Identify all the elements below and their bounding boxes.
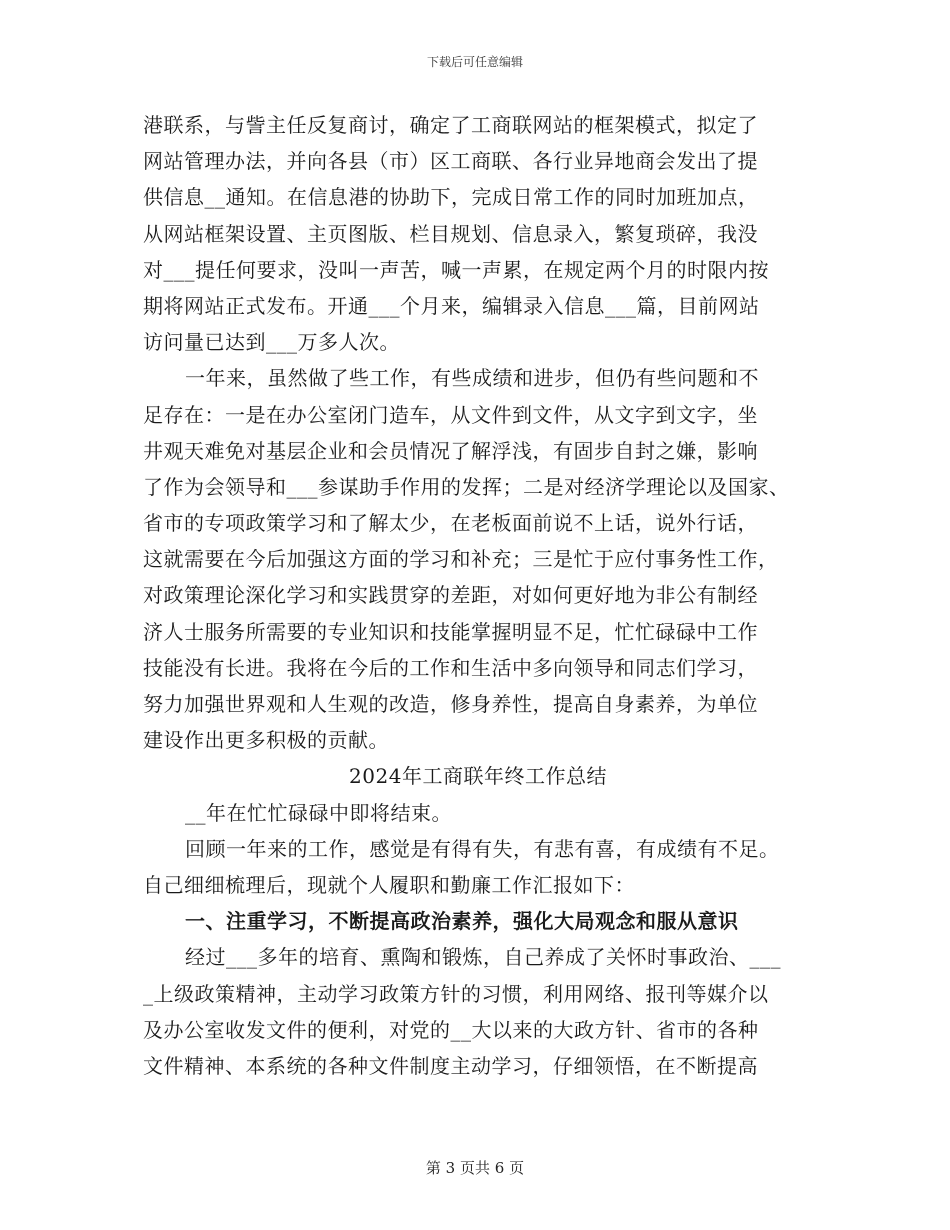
subheading: 一、注重学习，不断提高政治素养，强化大局观念和服从意识 (185, 909, 739, 934)
body-line: 技能没有长进。我将在今后的工作和生活中多向领导和同志们学习， (143, 655, 758, 680)
body-line: 回顾一年来的工作，感觉是有得有失，有悲有喜，有成绩有不足。 (185, 836, 780, 861)
body-line: 济人士服务所需要的专业知识和技能掌握明显不足，忙忙碌碌中工作 (143, 619, 758, 644)
body-line: _上级政策精神，主动学习政策方针的习惯，利用网络、报刊等媒介以 (143, 981, 769, 1006)
body-line: 井观天难免对基层企业和会员情况了解浮浅，有固步自封之嫌，影响 (143, 438, 758, 463)
body-line: 及办公室收发文件的便利，对党的__大以来的大政方针、省市的各种 (143, 1017, 759, 1042)
body-line: 文件精神、本系统的各种文件制度主动学习，仔细领悟，在不断提高 (143, 1053, 758, 1078)
body-line: 从网站框架设置、主页图版、栏目规划、信息录入，繁复琐碎，我没 (143, 221, 758, 246)
document-body (143, 107, 823, 1084)
body-line: 一年来，虽然做了些工作，有些成绩和进步，但仍有些问题和不 (185, 366, 759, 391)
body-line: 努力加强世界观和人生观的改造，修身养性，提高自身素养，为单位 (143, 692, 758, 716)
body-line: 自己细细梳理后，现就个人履职和勤廉工作汇报如下： (143, 872, 635, 897)
body-line: 这就需要在今后加强这方面的学习和补充；三是忙于应付事务性工作， (143, 547, 779, 572)
body-line: 网站管理办法，并向各县（市）区工商联、各行业异地商会发出了提 (143, 149, 758, 174)
body-line: 期将网站正式发布。开通___个月来，编辑录入信息___篇，目前网站 (143, 293, 760, 318)
body-line: 建设作出更多积极的贡献。 (143, 728, 389, 753)
page-header-note: 下载后可任意编辑 (426, 55, 523, 69)
body-line: __年在忙忙碌碌中即将结束。 (185, 800, 452, 825)
body-line: 港联系，与訾主任反复商讨，确定了工商联网站的框架模式，拟定了 (143, 113, 758, 137)
body-line: 供信息__通知。在信息港的协助下，完成日常工作的同时加班加点， (143, 185, 759, 210)
body-line: 足存在：一是在办公室闭门造车，从文件到文件，从文字到文字，坐 (143, 402, 758, 427)
page-number: 第 3 页共 6 页 (425, 1159, 525, 1177)
body-line: 对___提任何要求，没叫一声苦，喊一声累，在规定两个月的时限内按 (143, 257, 769, 282)
body-line: 了作为会领导和___参谋助手作用的发挥；二是对经济学理论以及国家、 (143, 474, 790, 499)
body-line: 省市的专项政策学习和了解太少，在老板面前说不上话，说外行话， (143, 511, 758, 536)
body-line: 对政策理论深化学习和实践贯穿的差距，对如何更好地为非公有制经 (143, 583, 758, 608)
section-title: 2024年工商联年终工作总结 (349, 764, 607, 789)
body-line: 访问量已达到___万多人次。 (143, 330, 400, 355)
body-line: 经过___多年的培育、熏陶和锻炼，自己养成了关怀时事政治、___ (185, 945, 781, 970)
